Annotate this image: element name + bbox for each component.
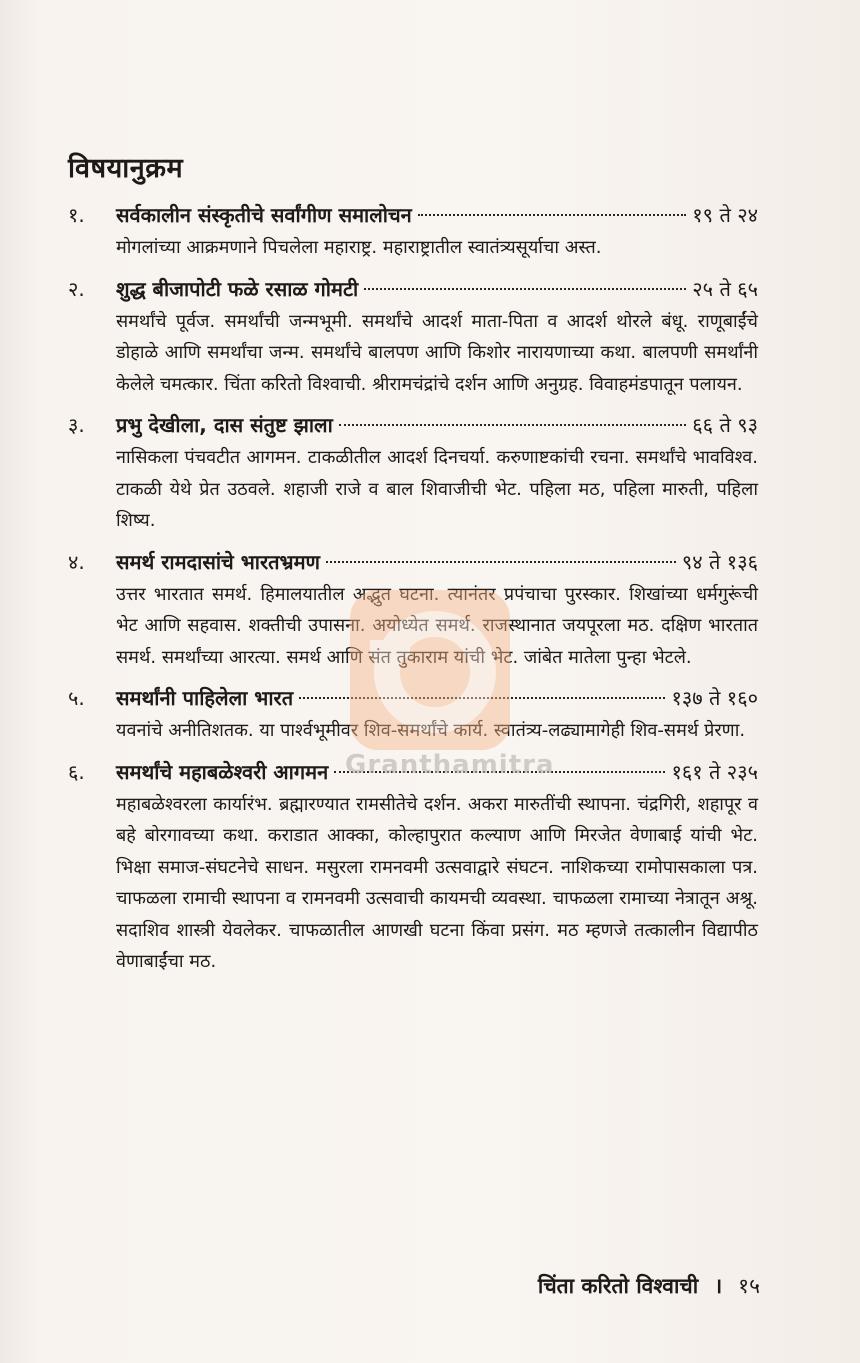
toc-entry-pages: १३७ ते १६० [671, 686, 758, 710]
toc-entry-title-row[interactable] [68, 408, 758, 442]
toc-entry-5 [68, 681, 758, 747]
footer-page-number: १५ [738, 1274, 760, 1298]
toc-entry-number: १. [68, 203, 85, 227]
toc-entry-description: महाबळेश्वरला कार्यारंभ. ब्रह्मारण्यात रामसीतेचे दर्शन. अकरा मारुतींची स्थापना. चंद्रगिरी, शहापूर व बहे बोरगावच्या कथा. कराडात आक्का, कोल्हापुरात कल्याण आणि मिरजेत वेणाबाई यांची भेट. भिक्षा समाज-संघटनेचे साधन. मसुरला रामनवमी उत्सवाद्वारे संघटन. नाशिकच्या रामोपासकाला पत्र. चाफळला रामाची स्थापना व रामनवमी उत्सवाची कायमची व्यवस्था. चाफळला रामाच्या नेत्रातून अश्रू. सदाशिव शास्त्री येवलेकर. चाफळातील आणखी घटना किंवा प्रसंग. मठ म्हणजे तत्कालीन विद्यापीठ वेणाबाईंचा मठ. [116, 793, 758, 972]
toc-entry-title: प्रभु देखीला, दास संतुष्ट झाला [116, 413, 333, 437]
toc-entry-title-row[interactable] [68, 681, 758, 715]
toc-entry-pages: १६१ ते २३५ [671, 759, 758, 784]
toc-entry-title-row[interactable] [68, 545, 758, 579]
watermark-text: Granthamitra [345, 750, 555, 780]
dot-leader [418, 214, 687, 216]
table-of-contents [68, 198, 758, 986]
toc-entry-number: ३. [68, 413, 85, 437]
page-heading: विषयानुक्रम [68, 153, 184, 184]
toc-entry-title-row[interactable] [68, 272, 758, 306]
toc-entry-pages: ६६ ते ९३ [692, 413, 758, 437]
toc-entry-title: समर्थांचे महाबळेश्वरी आगमन [116, 759, 329, 784]
toc-entry-title: सर्वकालीन संस्कृतीचे सर्वांगीण समालोचन [116, 203, 412, 227]
dot-leader [364, 288, 686, 290]
toc-entry-3 [68, 408, 758, 537]
page-footer [538, 1272, 760, 1300]
toc-entry-number: ६. [68, 759, 85, 784]
toc-entry-2 [68, 272, 758, 401]
toc-entry-4 [68, 545, 758, 674]
toc-entry-description: यवनांचे अनीतिशतक. या पार्श्वभूमीवर शिव-समर्थांचे कार्य. स्वातंत्र्य-लढ्यामागेही शिव-समर्थ प्रेरणा. [116, 720, 746, 741]
toc-entry-description: नासिकला पंचवटीत आगमन. टाकळीतील आदर्श दिनचर्या. करुणाष्टकांची रचना. समर्थांचे भावविश्व. टाकळी येथे प्रेत उठवले. शहाजी राजे व बाल शिवाजीची भेट. पहिला मठ, पहिला मारुती, पहिला शिष्य. [116, 447, 758, 531]
toc-entry-number: २. [68, 276, 85, 301]
toc-entry-1 [68, 198, 758, 264]
toc-entry-description: मोगलांच्या आक्रमणाने पिचलेला महाराष्ट्र. महाराष्ट्रातील स्वातंत्र्यसूर्याचा अस्त. [116, 237, 602, 258]
dot-leader [326, 561, 676, 563]
toc-entry-pages: ९४ ते १३६ [681, 549, 758, 574]
toc-entry-description: उत्तर भारतात समर्थ. हिमालयातील अद्भुत घटना. त्यानंतर प्रपंचाचा पुरस्कार. शिखांच्या धर्मगुरूंची भेट आणि सहवास. शक्तीची उपासना. अयोध्येत समर्थ. राजस्थानात जयपूरला मठ. दक्षिण भारतात समर्थ. समर्थांच्या आरत्या. समर्थ आणि संत तुकाराम यांची भेट. जांबेत मातेला पुन्हा भेटले. [116, 583, 758, 668]
toc-entry-number: ५. [68, 686, 85, 710]
toc-entry-pages: २५ ते ६५ [692, 276, 758, 301]
toc-entry-title: शुद्ध बीजापोटी फळे रसाळ गोमटी [116, 276, 359, 301]
dot-leader [339, 424, 687, 426]
toc-entry-description: समर्थांचे पूर्वज. समर्थांची जन्मभूमी. समर्थांचे आदर्श माता-पिता व आदर्श थोरले बंधू. राणूबाईंचे डोहाळे आणि समर्थांचा जन्म. समर्थांचे बालपण आणि किशोर नारायणाच्या कथा. बालपणी समर्थांनी केलेले चमत्कार. चिंता करितो विश्वाची. श्रीरामचंद्रांचे दर्शन आणि अनुग्रह. विवाहमंडपातून पलायन. [116, 310, 758, 395]
toc-entry-title-row[interactable] [68, 198, 758, 232]
toc-entry-title: समर्थ रामदासांचे भारतभ्रमण [116, 549, 321, 574]
toc-entry-title: समर्थांनी पाहिलेला भारत [116, 686, 294, 710]
toc-entry-number: ४. [68, 549, 85, 574]
footer-book-title: चिंता करितो विश्वाची [537, 1274, 699, 1298]
footer-separator: । [714, 1274, 723, 1298]
toc-entry-6 [68, 755, 758, 978]
dot-leader [299, 697, 665, 699]
toc-entry-pages: १९ ते २४ [692, 203, 758, 227]
